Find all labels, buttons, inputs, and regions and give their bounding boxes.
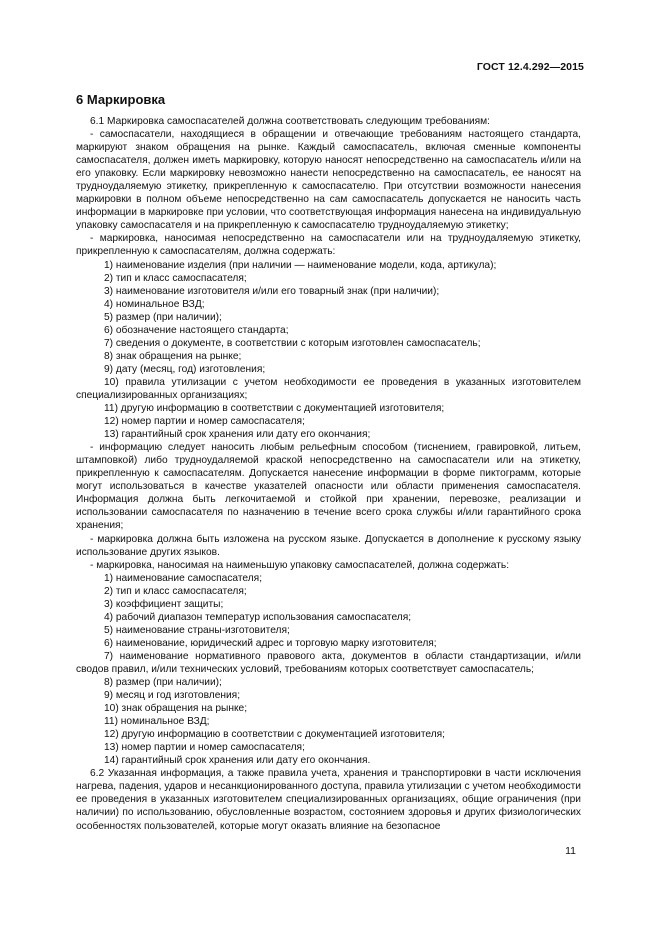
paragraph-circulation: - самоспасатели, находящиеся в обращении и отвечающие требованиям настоящего стандарта, маркируют знаком обращения на рынке. Каждый самоспасатель, включая сменные компоненты самоспасателя, должен иметь маркировку, которую наносят непосредственно на самоспасатель и/или на его упаковку. Если маркировку невозможно нанести непосредственно на самоспасатель, ее наносят на трудноудаляемую этикетку, прикрепленную к самоспасателю. При отсутствии возможности нанесения маркировки в полном объеме непосредственно на сам самоспасатель допускается не наносить часть информации в маркировке при условии, что соответствующая информация нанесена на индивидуальную упаковку самоспасателя и на прикрепленную к самоспасателю трудноудаляемую этикетку; (76, 129, 581, 232)
paragraph-6-2: 6.2 Указанная информация, а также правила учета, хранения и транспортировки в части исключения нагрева, падения, ударов и несанкционированного доступа, правила утилизации с учетом необходимости ее проведения в указанных изготовителем специализированных организациях, общие ограничения (при наличии) по использованию, обусловленные возрастом, состоянием здоровья и других физиологических особенностях пользователей, которые могут оказать влияние на безопасное (76, 768, 581, 832)
list-item: 6) наименование, юридический адрес и торговую марку изготовителя; (104, 637, 437, 649)
list-item: 4) рабочий диапазон температур использования самоспасателя; (104, 611, 412, 623)
list-item: 3) наименование изготовителя и/или его товарный знак (при наличии); (104, 285, 440, 297)
list-item: 14) гарантийный срок хранения или дату его окончания. (104, 755, 371, 767)
list-item: 8) знак обращения на рынке; (104, 350, 242, 362)
list-item: 9) дату (месяц, год) изготовления; (104, 363, 266, 375)
paragraph-marking-content: - маркировка, наносимая непосредственно на самоспасатели или на трудноудаляемую этикетку, прикрепленную к самоспасателям, должна содержать: (76, 233, 581, 258)
paragraph-language: - маркировка должна быть изложена на русском языке. Допускается в дополнение к русскому языку использование других языков. (76, 533, 581, 558)
list-item: 4) номинальное ВЗД; (104, 298, 205, 310)
package-marking-list (76, 572, 581, 768)
list-item: 1) наименование изделия (при наличии — наименование модели, кода, артикула); (104, 259, 497, 271)
list-item: 12) номер партии и номер самоспасателя; (104, 416, 305, 428)
list-item: 10) знак обращения на рынке; (104, 703, 248, 715)
list-item: 13) гарантийный срок хранения или дату его окончания; (104, 429, 371, 441)
list-item: 11) другую информацию в соответствии с документацией изготовителя; (104, 403, 445, 415)
list-item: 13) номер партии и номер самоспасателя; (104, 742, 305, 754)
paragraph-6-1: 6.1 Маркировка самоспасателей должна соответствовать следующим требованиям: (90, 116, 491, 127)
list-item: 10) правила утилизации с учетом необходимости ее проведения в указанных изготовителем специализированных организациях; (76, 376, 581, 401)
standard-header: ГОСТ 12.4.292—2015 (476, 61, 584, 73)
list-item: 7) сведения о документе, в соответствии с которым изготовлен самоспасатель; (104, 337, 481, 349)
list-item: 6) обозначение настоящего стандарта; (104, 324, 289, 336)
list-item: 2) тип и класс самоспасателя; (104, 585, 247, 597)
list-item: 12) другую информацию в соответствии с документацией изготовителя; (104, 729, 446, 741)
page-number: 11 (565, 845, 576, 857)
list-item: 3) коэффициент защиты; (104, 598, 224, 610)
paragraph-package-marking: - маркировка, наносимая на наименьшую упаковку самоспасателей, должна содержать: (90, 559, 510, 571)
paragraph-relief-method: - информацию следует наносить любым рельефным способом (тиснением, гравировкой, литьем, штамповкой) либо трудноудаляемой краской непосредственно на самоспасатели или на этикетку, прикрепленную к самоспасателям. Допускается нанесение информации в форме пиктограмм, которые могут использоваться в качестве указателей опасности или области применения самоспасателя. Информация должна быть легкочитаемой и стойкой при хранении, перевозке, реализации и использовании самоспасателя по назначению в течение всего срока службы и/или гарантийного срока хранения; (76, 442, 581, 532)
list-item: 11) номинальное ВЗД; (104, 716, 210, 728)
document-body (76, 115, 581, 833)
section-title: 6 Маркировка (76, 92, 166, 107)
list-item: 5) наименование страны-изготовителя; (104, 624, 290, 636)
list-item: 8) размер (при наличии); (104, 677, 222, 689)
list-item: 1) наименование самоспасателя; (104, 572, 263, 584)
marking-list (76, 259, 581, 442)
list-item: 7) наименование нормативного правового акта, документов в области стандартизации, и/или сводов правил, и/или технических условий, требованиям которых соответствует самоспасатель; (76, 650, 581, 675)
list-item: 9) месяц и год изготовления; (104, 690, 241, 702)
list-item: 5) размер (при наличии); (104, 311, 222, 323)
list-item: 2) тип и класс самоспасателя; (104, 272, 247, 284)
